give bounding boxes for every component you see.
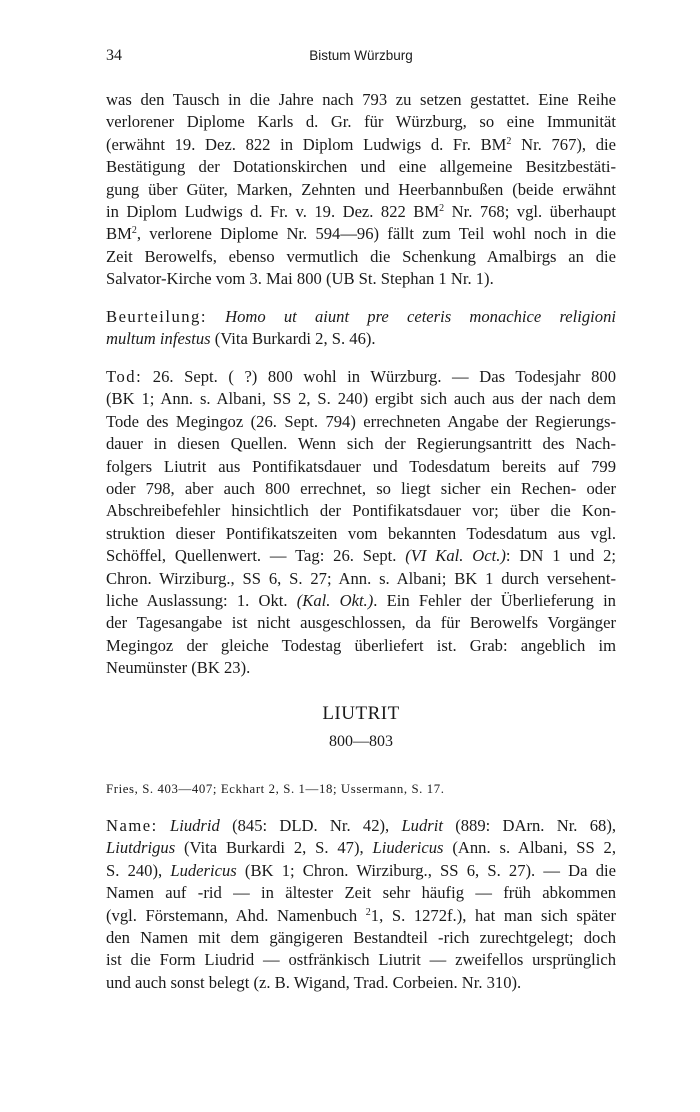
running-title: Bistum Würzburg [309, 48, 413, 63]
text-line: Tode des Megingoz (26. Sept. 794) errechneten Angabe der Regierungs- [106, 411, 616, 431]
text-line: Schöffel, Quellenwert. — Tag: 26. Sept. (VI Kal. Oct.): DN 1 und 2; [106, 546, 616, 566]
text-line: Beurteilung: Homo ut aiunt pre ceteris monachice religioni [106, 307, 616, 326]
text-line: ist die Form Liudrid — ostfränkisch Liutrit — zweifellos ursprünglich [106, 950, 616, 970]
paragraph-tod [106, 366, 616, 680]
references-line: Fries, S. 403—407; Eckhart 2, S. 1—18; Ussermann, S. 17. [106, 782, 445, 796]
text-line: Salvator-Kirche vom 3. Mai 800 (UB St. Stephan 1 Nr. 1). [106, 269, 494, 289]
text-line: was den Tausch in die Jahre nach 793 zu setzen gestattet. Eine Reihe [106, 90, 616, 109]
section-label: Name: [106, 816, 158, 835]
text-line: S. 240), Ludericus (BK 1; Chron. Wirziburg., SS 6, S. 27). — Da die [106, 860, 616, 880]
paragraph-name [106, 815, 616, 994]
section-years: 800—803 [329, 733, 393, 750]
text-line: Neumünster (BK 23). [106, 658, 251, 678]
text-line: Abschreibefehler hinsichtlich der Pontifikatsdauer vor; über die Kon- [106, 501, 616, 521]
paragraph-beurteilung [106, 306, 616, 351]
text-line: dauer in diesen Quellen. Wenn sich der Regierungsantritt des Nach- [106, 434, 616, 454]
text-line: liche Auslassung: 1. Okt. (Kal. Okt.). Ein Fehler der Überlieferung in [106, 591, 616, 611]
page-number: 34 [106, 47, 122, 64]
text-line: multum infestus (Vita Burkardi 2, S. 46). [106, 329, 376, 349]
text-line: folgers Liutrit aus Pontifikatsdauer und Todesdatum bereits auf 799 [106, 456, 616, 476]
text-line: der Tagesangabe ist nicht ausgeschlossen, da für Berowelfs Vorgänger [106, 613, 616, 633]
text-line: und auch sonst belegt (z. B. Wigand, Trad. Corbeien. Nr. 310). [106, 972, 522, 992]
text-line: $BM^2$, verlorene Diplome Nr. 594—96) fällt zum Teil wohl noch in die [106, 224, 616, 244]
text-line: Megingoz der gleiche Todestag überliefert ist. Grab: angeblich im [106, 635, 616, 655]
section-label: Beurteilung: [106, 307, 207, 326]
text-line: Liutdrigus (Vita Burkardi 2, S. 47), Liudericus (Ann. s. Albani, SS 2, [106, 838, 616, 858]
text-line: (BK 1; Ann. s. Albani, SS 2, S. 240) ergibt sich auch aus der nach dem [106, 389, 616, 409]
text-line: Tod: 26. Sept. ( ?) 800 wohl in Würzburg. — Das Todesjahr 800 [106, 367, 616, 386]
text-line: in Diplom Ludwigs d. Fr. v. 19. Dez. 822 $BM^2$ Nr. 768; vgl. überhaupt [106, 202, 616, 222]
text-line: oder 798, aber auch 800 errechnet, so liegt sicher ein Rechen- oder [106, 479, 616, 499]
paragraph-tausch [106, 89, 616, 291]
text-line: Namen auf -rid — in ältester Zeit sehr häufig — früh abkommen [106, 883, 616, 903]
section-label: Tod: [106, 367, 143, 386]
text-line: verlorener Diplome Karls d. Gr. für Würzburg, so eine Immunität [106, 112, 616, 132]
text-line: struktion dieser Pontifikatszeiten vom bekannten Todesdatum aus vgl. [106, 523, 616, 543]
text-line: Bestätigung der Dotationskirchen und eine allgemeine Besitzbestäti- [106, 157, 616, 177]
text-line: Chron. Wirziburg., SS 6, S. 27; Ann. s. Albani; BK 1 durch versehent- [106, 568, 616, 588]
section-heading: LIUTRIT [322, 703, 400, 724]
text-line: Zeit Berowelfs, ebenso vermutlich die Schenkung Amalbirgs an die [106, 246, 616, 266]
page-header [106, 47, 616, 69]
text-line: Name: Liudrid (845: DLD. Nr. 42), Ludrit (889: DArn. Nr. 68), [106, 816, 616, 835]
text-line: den Namen mit dem gängigeren Bestandteil -rich zurechtgelegt; doch [106, 928, 616, 948]
text-line: gung über Güter, Marken, Zehnten und Heerbannbußen (beide erwähnt [106, 179, 616, 199]
text-line: (erwähnt 19. Dez. 822 in Diplom Ludwigs d. Fr. $BM^2$ Nr. 767), die [106, 134, 617, 154]
text-line: (vgl. Förstemann, Ahd. Namenbuch $^2$1, S. 1272f.), hat man sich später [106, 905, 616, 925]
